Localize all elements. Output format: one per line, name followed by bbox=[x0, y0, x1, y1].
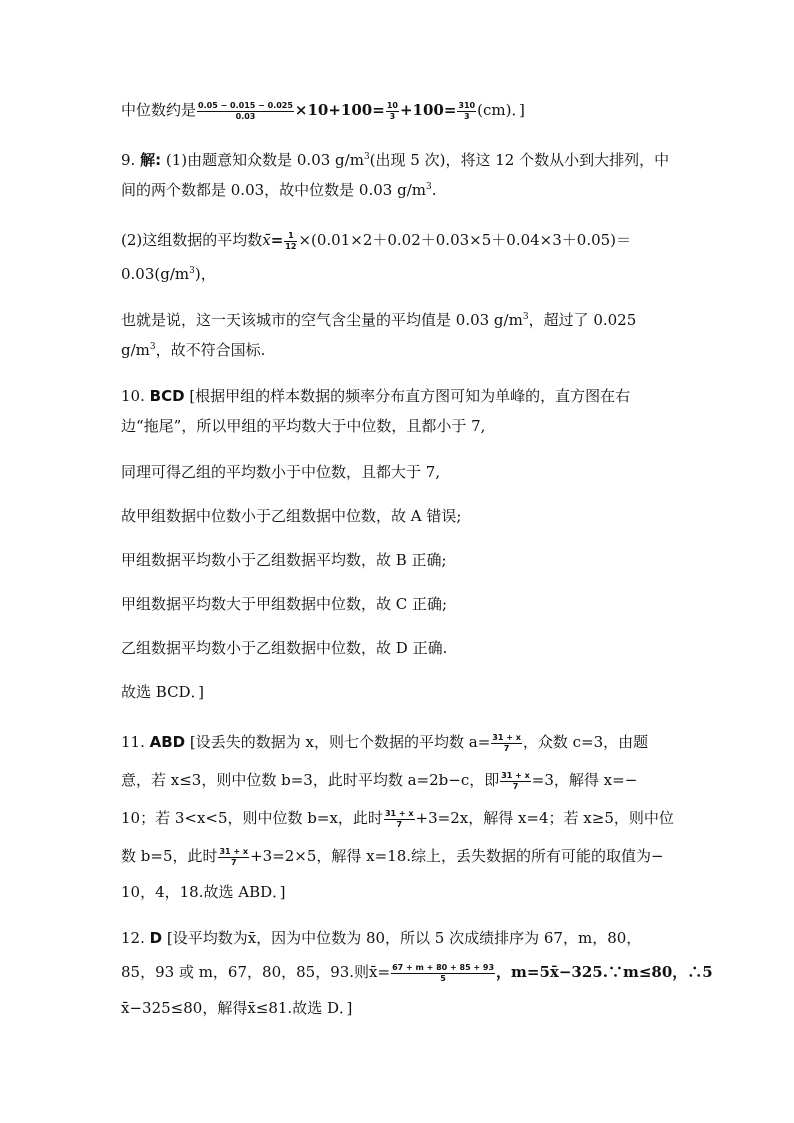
superscript: 3 bbox=[149, 342, 156, 352]
line-problem-12-b bbox=[121, 962, 713, 984]
text-segment: 间的两个数都是 0.03，故中位数是 0.03 g/m bbox=[121, 181, 426, 199]
text-segment: [设丢失的数据为 x，则七个数据的平均数 a= bbox=[189, 733, 491, 751]
fraction-denominator: 7 bbox=[396, 819, 403, 829]
text-segment: 也就是说，这一天该城市的空气含尘量的平均值是 0.03 g/m bbox=[121, 311, 523, 329]
text-segment: +3=2x，解得 x=4；若 x≥5，则中位 bbox=[415, 809, 674, 827]
fraction-denominator: 3 bbox=[463, 111, 470, 121]
text-segment: ×10+100= bbox=[294, 101, 385, 119]
text-segment: . bbox=[431, 181, 437, 199]
fraction bbox=[391, 963, 495, 984]
superscript: 3 bbox=[189, 266, 195, 276]
text-segment: 故甲组数据中位数小于乙组数据中位数，故 A 错误; bbox=[121, 507, 462, 525]
text-segment: [根据甲组的样本数据的频率分布直方图可知为单峰的，直方图在右 bbox=[189, 387, 631, 405]
fraction bbox=[457, 101, 476, 122]
fraction-numerator: 31 + x bbox=[384, 808, 414, 818]
problem-number: 11. bbox=[121, 733, 145, 751]
answer-label: ABD bbox=[149, 733, 186, 751]
fraction bbox=[384, 809, 415, 830]
line-problem-10 bbox=[121, 386, 681, 406]
line-problem-10-e bbox=[121, 594, 681, 614]
fraction-numerator: 31 + x bbox=[501, 770, 530, 780]
text-segment: 边“拖尾”，所以甲组的平均数大于中位数，且都小于 7, bbox=[121, 417, 486, 435]
answer-label: D bbox=[149, 929, 163, 947]
text-segment: (1)由题意知众数是 0.03 g/m bbox=[165, 151, 364, 169]
fraction-denominator: 7 bbox=[230, 857, 237, 867]
text-segment: 甲组数据平均数大于甲组数据中位数，故 C 正确; bbox=[121, 595, 448, 613]
mean-symbol: x̄ bbox=[262, 231, 271, 249]
line-problem-9-cont bbox=[121, 180, 681, 200]
fraction-numerator: 31 + x bbox=[219, 846, 249, 856]
text-segment: 10；若 3<x<5，则中位数 b=x，此时 bbox=[121, 809, 383, 827]
line-problem-11-d bbox=[121, 846, 681, 868]
text-segment: ，m=5x̄−325.∵m≤80，∴5 bbox=[496, 963, 713, 981]
line-problem-10-b bbox=[121, 462, 681, 482]
fraction bbox=[491, 733, 522, 754]
line-problem-9-part2-cont bbox=[121, 264, 681, 284]
answer-label: BCD bbox=[149, 387, 185, 405]
line-problem-10-g bbox=[121, 682, 681, 702]
problem-number: 9. bbox=[121, 151, 136, 169]
line-problem-11-e bbox=[121, 882, 681, 902]
fraction-denominator: 0.03 bbox=[235, 111, 256, 121]
superscript: 3 bbox=[363, 152, 370, 162]
fraction-numerator: 1 bbox=[284, 231, 297, 242]
line-problem-9-conclusion-cont bbox=[121, 340, 681, 360]
text-segment: (出现 5 次)，将这 12 个数从小到大排列，中 bbox=[369, 151, 670, 169]
fraction bbox=[500, 771, 531, 792]
problem-number: 12. bbox=[121, 929, 145, 947]
fraction-numerator: 67 + m + 80 + 85 + 93 bbox=[392, 962, 495, 972]
fraction-numerator: 310 bbox=[458, 100, 476, 110]
problem-number: 10. bbox=[121, 387, 145, 405]
text-segment: =3，解得 x=− bbox=[531, 771, 638, 789]
text-segment: 乙组数据平均数小于乙组数据中位数，故 D 正确. bbox=[121, 639, 448, 657]
fraction-denominator: 7 bbox=[512, 781, 519, 791]
line-median-formula bbox=[121, 100, 681, 122]
text-segment: 10，4，18.故选 ABD．] bbox=[121, 883, 286, 901]
text-segment: +100= bbox=[399, 101, 457, 119]
fraction-denominator: 5 bbox=[440, 973, 446, 983]
fraction-denominator: 12 bbox=[285, 241, 297, 251]
solution-label: 解: bbox=[140, 151, 162, 169]
line-problem-12 bbox=[121, 928, 681, 948]
text-segment: 85，93 或 m，67，80，85，93.则x̄= bbox=[121, 963, 391, 981]
superscript: 3 bbox=[522, 312, 529, 322]
text-segment: ，众数 c=3，由题 bbox=[522, 733, 649, 751]
line-problem-9-part2 bbox=[121, 230, 681, 252]
text-segment: ×(0.01×2＋0.02＋0.03×5＋0.04×3＋0.05)＝ bbox=[298, 231, 632, 249]
line-problem-12-c bbox=[121, 998, 681, 1018]
text-segment: g/m bbox=[121, 341, 150, 359]
text-segment: 中位数约是 bbox=[121, 101, 197, 119]
fraction bbox=[386, 101, 399, 122]
text-segment: ，超过了 0.025 bbox=[528, 311, 637, 329]
text-segment: [设平均数为x̄，因为中位数为 80，所以 5 次成绩排序为 67，m，80， bbox=[166, 929, 642, 947]
line-problem-10-f bbox=[121, 638, 681, 658]
line-problem-9-conclusion bbox=[121, 310, 681, 330]
fraction-numerator: 10 bbox=[386, 100, 398, 110]
text-segment: 数 b=5，此时 bbox=[121, 847, 218, 865]
text-segment: (cm)．] bbox=[477, 101, 525, 119]
fraction-denominator: 3 bbox=[389, 111, 396, 121]
text-segment: (2)这组数据的平均数 bbox=[121, 231, 263, 249]
text-segment: 故选 BCD．] bbox=[121, 683, 204, 701]
fraction-denominator: 7 bbox=[503, 743, 510, 753]
line-problem-10-cont bbox=[121, 416, 681, 436]
line-problem-11-b bbox=[121, 770, 681, 792]
text-segment: 甲组数据平均数小于乙组数据平均数，故 B 正确; bbox=[121, 551, 447, 569]
line-problem-10-c bbox=[121, 506, 681, 526]
text-segment: +3=2×5，解得 x=18.综上，丢失数据的所有可能的取值为− bbox=[250, 847, 664, 865]
fraction bbox=[197, 101, 294, 122]
line-problem-10-d bbox=[121, 550, 681, 570]
text-segment: 同理可得乙组的平均数小于中位数，且都大于 7, bbox=[121, 463, 441, 481]
line-problem-11-c bbox=[121, 808, 681, 830]
fraction bbox=[218, 847, 249, 868]
text-segment: x̄−325≤80，解得x̄≤81.故选 D．] bbox=[121, 999, 353, 1017]
text-segment: ，故不符合国标. bbox=[155, 341, 266, 359]
text-segment: )， bbox=[194, 265, 216, 283]
text-segment: 0.03(g/m bbox=[121, 265, 190, 283]
text-segment: 意，若 x≤3，则中位数 b=3，此时平均数 a=2b−c，即 bbox=[121, 771, 500, 789]
fraction bbox=[284, 231, 297, 252]
superscript: 3 bbox=[425, 182, 432, 192]
fraction-numerator: 31 + x bbox=[492, 732, 521, 742]
line-problem-9 bbox=[121, 150, 681, 170]
text-segment: = bbox=[270, 231, 284, 249]
line-problem-11 bbox=[121, 732, 681, 754]
fraction-numerator: 0.05 − 0.015 − 0.025 bbox=[198, 100, 293, 110]
